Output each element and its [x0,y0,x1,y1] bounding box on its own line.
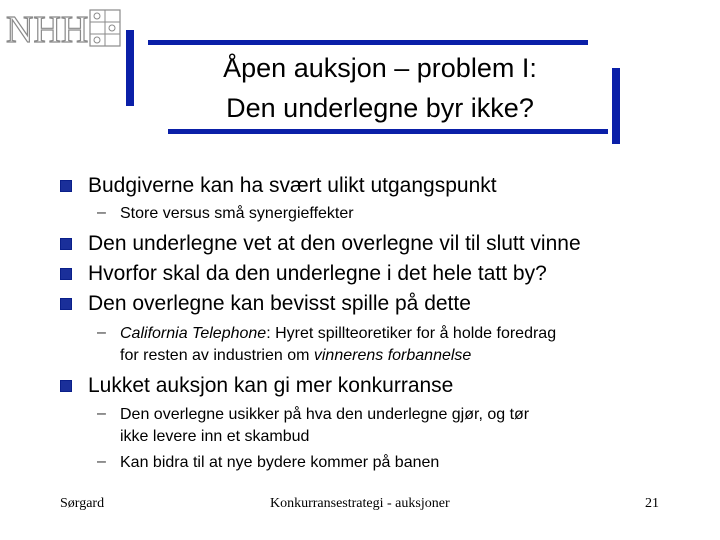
bullet-text: Lukket auksjon kan gi mer konkurranse [88,374,454,397]
bullet-icon [60,268,72,280]
sub-bullet-text: Store versus små synergieffekter [120,205,354,222]
title-line-2: Den underlegne byr ikke? [226,93,534,123]
sub-dash: – [97,204,106,221]
sub-bullet-text-cont: ikke levere inn et skambud [120,428,310,445]
nhh-logo [4,6,122,50]
title-line-1: Åpen auksjon – problem I: [223,53,537,83]
sub-bullet-text: Den overlegne usikker på hva den underlegne gjør, og tør [120,406,530,423]
bullet-icon [60,238,72,250]
bullet-text: Den underlegne vet at den overlegne vil til slutt vinne [88,232,581,255]
svg-text:NHH: NHH [6,9,89,50]
footer-course: Konkurransestrategi - auksjoner [270,496,450,511]
sub-bullet-california-line2 [120,346,471,366]
sub-bullet-california [120,324,556,344]
sub-text: : Hyret spillteoretiker for å holde foredrag [266,325,557,342]
footer-author: Sørgard [60,496,105,511]
bullet-text: Den overlegne kan bevisst spille på dette [88,292,471,315]
sub-bullet-text: Kan bidra til at nye bydere kommer på banen [120,454,440,471]
emphasis-text: vinnerens forbannelse [313,347,472,364]
slide-title [120,28,640,146]
sub-dash: – [97,453,106,470]
company-name: California Telephone [120,325,267,342]
sub-text: for resten av industrien om [120,347,314,364]
bullet-icon [60,380,72,392]
sub-dash: – [97,324,106,341]
bullet-icon [60,180,72,192]
bullet-text: Budgiverne kan ha svært ulikt utgangspunkt [88,174,497,197]
footer-page-number: 21 [645,496,659,511]
bullet-icon [60,298,72,310]
bullet-text: Hvorfor skal da den underlegne i det hele tatt by? [88,262,547,285]
sub-dash: – [97,405,106,422]
